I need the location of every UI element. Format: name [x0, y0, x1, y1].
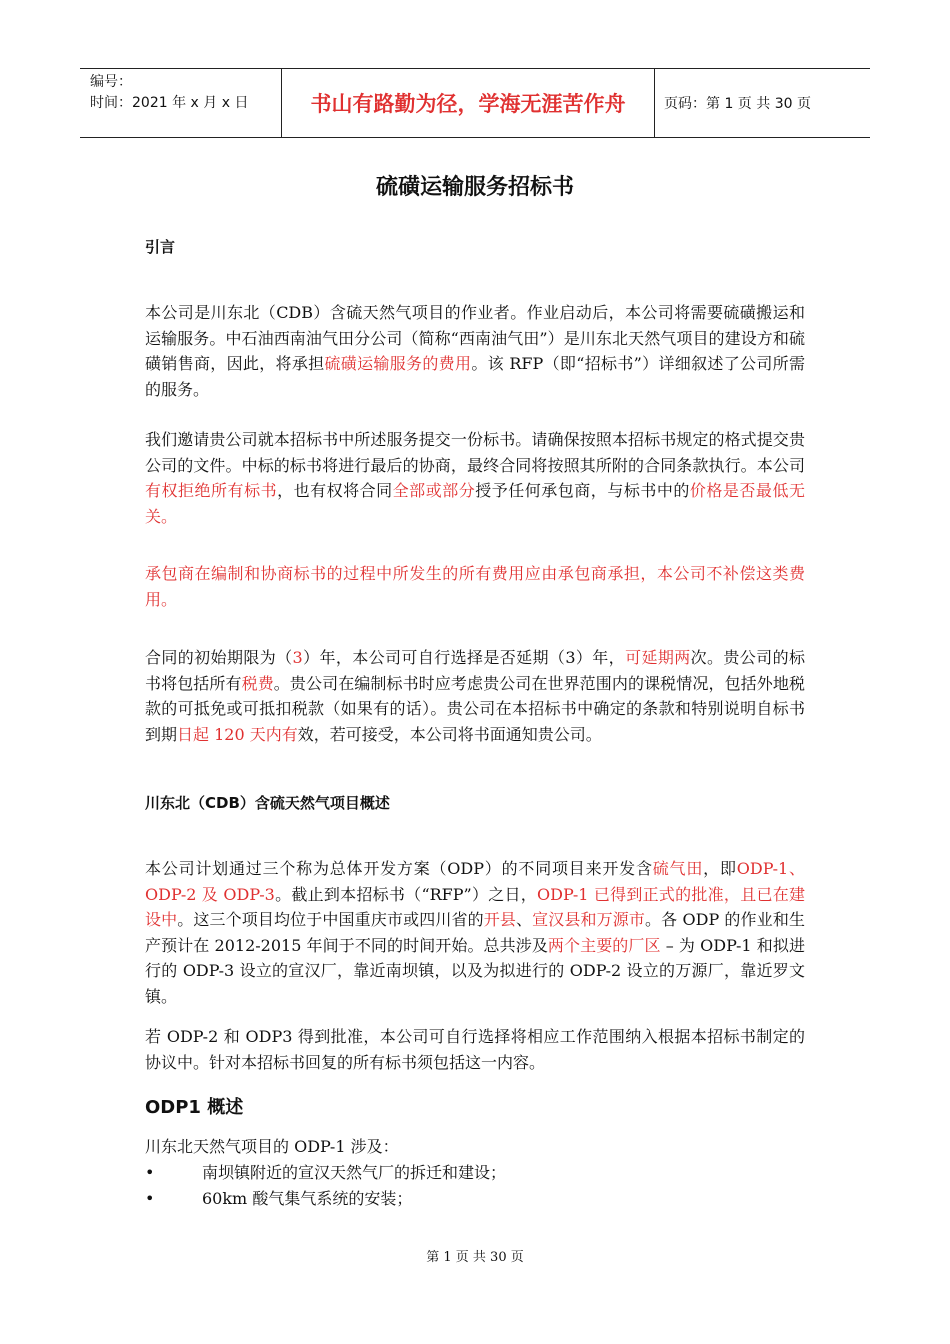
odp1-bullet-list — [145, 1160, 805, 1211]
header-page-label: 页码：第 1 页 共 30 页 — [664, 96, 811, 112]
text-run: 本公司是川东北（CDB）含硫天然气项目的作业者。作业启动后，本公司将需要硫磺搬运和运输服务。中石油西南油气田分公司（简称“西南油气田”）是川东北天然气项目的建设方和硫磺销售商，因此，将承担 — [145, 303, 805, 373]
text-run: 合同的初始期限为（ — [145, 648, 293, 667]
number-label: 编号： — [90, 74, 132, 90]
text-run: 效，若可接受，本公司将书面通知贵公司。 — [297, 724, 602, 744]
overview-heading: 川东北（CDB）含硫天然气项目概述 — [145, 794, 390, 812]
page-footer: 第 1 页 共 30 页 — [426, 1250, 524, 1265]
bullet-icon: • — [145, 1188, 155, 1208]
odp1-heading: ODP1 概述 — [145, 1097, 244, 1118]
text-run: ，即 — [703, 859, 737, 878]
overview-paragraph-1 — [145, 856, 805, 1009]
intro-heading: 引言 — [145, 238, 176, 256]
text-run: ，也有权将合同 — [277, 481, 393, 500]
text-run: 本公司计划通过三个称为总体开发方案（ODP）的不同项目来开发含 — [145, 859, 653, 878]
text-run: 、 — [515, 910, 533, 929]
highlighted-text: 宣汉县和万源市 — [532, 910, 646, 929]
text-run: 。各 ODP 的作业和生产预计在 2012-2015 年间于不同的时间开始。总共涉及 — [145, 910, 805, 955]
text-run: 授予任何承包商，与标书中的 — [475, 481, 690, 500]
text-run: 。贵公司在编制标书时应考虑贵公司在世界范围内的课税情况，包括外地税款的可抵免或可抵扣税款（如果有的话）。贵公司在本招标书中确定的条款和特别说明自标书到期 — [145, 673, 805, 744]
intro-paragraph-4 — [145, 645, 805, 747]
intro-paragraph-1 — [145, 300, 805, 402]
highlighted-text: 可延期两 — [625, 648, 691, 667]
highlighted-text: 税费 — [241, 673, 274, 693]
overview-paragraph-2 — [145, 1024, 805, 1075]
list-item — [145, 1186, 805, 1212]
time-label: 时间：2021 年 x 月 x 日 — [90, 95, 249, 111]
highlighted-text: ODP-1、ODP-2 及 ODP-3 — [145, 859, 805, 904]
highlighted-text: 价格是否最低无关。 — [145, 481, 805, 526]
highlighted-text: 硫气田 — [652, 859, 704, 878]
odp1-intro: 川东北天然气项目的 ODP-1 涉及： — [145, 1137, 399, 1156]
list-item-text: 60km 酸气集气系统的安装； — [202, 1188, 413, 1208]
text-run: 次。贵公司的标书将包括所有 — [145, 648, 805, 693]
text-run: 我们邀请贵公司就本招标书中所述服务提交一份标书。请确保按照本招标书规定的格式提交贵公司的文件。中标的标书将进行最后的协商，最终合同将按照其所附的合同条款执行。本公司 — [145, 430, 805, 475]
highlighted-text: 硫磺运输服务的费用 — [324, 354, 472, 373]
text-run: 。截止到本招标书（“RFP”）之日， — [274, 884, 538, 904]
highlighted-text: 3 — [292, 648, 303, 667]
highlighted-text: 开县 — [483, 910, 516, 929]
list-item — [145, 1160, 805, 1186]
text-run: ）年，本公司可自行选择是否延期（3）年， — [302, 648, 626, 667]
text-run: 。这三个项目均位于中国重庆市或四川省的 — [177, 910, 484, 929]
header-motto: 书山有路勤为径，学海无涯苦作舟 — [282, 69, 655, 137]
highlighted-text: 承包商在编制和协商标书的过程中所发生的所有费用应由承包商承担，本公司不补偿这类费用。 — [145, 564, 805, 609]
highlighted-text: ODP-1 已得到正式的批准，且已在建设中 — [145, 884, 805, 929]
highlighted-text: 有权拒绝所有标书 — [145, 481, 278, 500]
highlighted-text: 两个主要的厂区 — [547, 935, 661, 955]
list-item-text: 南坝镇附近的宣汉天然气厂的拆迁和建设； — [202, 1163, 507, 1182]
highlighted-text: 全部或部分 — [392, 481, 476, 500]
page-header — [80, 68, 870, 138]
text-run: – 为 ODP-1 和拟进行的 ODP-3 设立的宣汉厂，靠近南坝镇，以及为拟进行的 ODP-2 设立的万源厂，靠近罗文镇。 — [145, 935, 805, 1006]
document-title: 硫磺运输服务招标书 — [375, 175, 574, 200]
intro-paragraph-3 — [145, 561, 805, 612]
highlighted-text: 日起 120 天内有 — [177, 724, 298, 744]
bullet-icon: • — [145, 1163, 155, 1182]
text-run: 。该 RFP（即“招标书”）详细叙述了公司所需的服务。 — [145, 354, 805, 399]
text-run: 若 ODP-2 和 ODP3 得到批准，本公司可自行选择将相应工作范围纳入根据本招标书制定的协议中。针对本招标书回复的所有标书须包括这一内容。 — [145, 1027, 805, 1072]
intro-paragraph-2 — [145, 427, 805, 529]
header-info-cell — [80, 69, 282, 137]
